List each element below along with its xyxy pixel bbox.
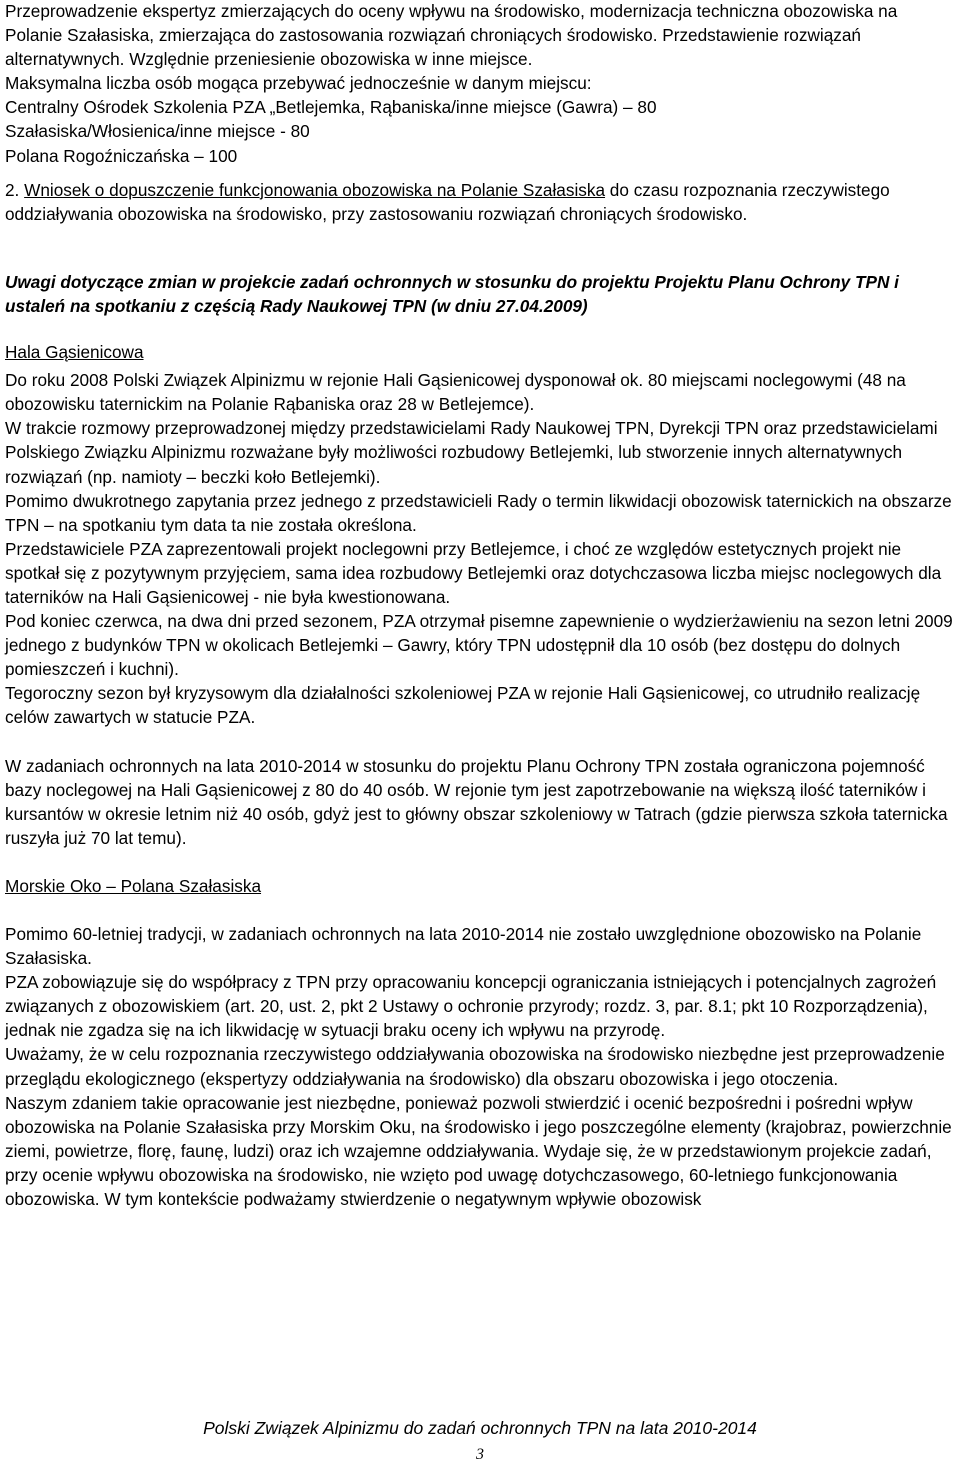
hala-paragraph: Pod koniec czerwca, na dwa dni przed sezonem, PZA otrzymał pisemne zapewnienie o wydzierżawieniu na sezon letni 2009 jednego z budynków TPN w okolicach Betlejemki – Gawry, który TPN udostępnił dla 10 osób (bez dostępu do dolnych pomieszczeń i kuchni). xyxy=(5,611,953,680)
morskie-paragraph: Pomimo 60-letniej tradycji, w zadaniach ochronnych na lata 2010-2014 nie zostało uwzględnione obozowisko na Polanie Szałasiska. xyxy=(5,924,922,969)
proposal-item-2 xyxy=(5,178,955,226)
hala-paragraph: W trakcie rozmowy przeprowadzonej między przedstawicielami Rady Naukowej TPN, Dyrekcji TPN oraz przedstawicielami Polskiego Związku Alpinizmu rozważane były możliwości rozbudowy Betlejemki, lub stworzenie innych alternatywnych rozwiązań (np. namioty – beczki koło Betlejemki). xyxy=(5,418,938,487)
capacity-item: Polana Rogoźniczańska – 100 xyxy=(5,145,238,166)
morskie-paragraph: Naszym zdaniem takie opracowanie jest niezbędne, ponieważ pozwoli stwierdzić i ocenić bezpośredni i pośredni wpływ obozowiska na Polanie Szałasiska przy Morskim Oku, na środowisko i jego poszczególne elementy (krajobraz, powierzchnie ziemi, powietrze, florę, faunę, ludzi) oraz ich wzajemne oddziaływania. Wydaje się, że w przedstawionym projekcie zadań, przy ocenie wpływu obozowiska na środowisko, nie wzięto pod uwagę dotychczasowego, 60-letniego funkcjonowania obozowiska. W tym kontekście podważamy stwierdzenie o negatywnym wpływie obozowisk xyxy=(5,1092,952,1210)
capacity-item: Centralny Ośrodek Szkolenia PZA „Betlejemka, Rąbaniska/inne miejsce (Gawra) – 80 xyxy=(5,97,657,118)
section-title-hala: Hala Gąsienicowa xyxy=(5,342,144,363)
hala-paragraph: Do roku 2008 Polski Związek Alpinizmu w rejonie Hali Gąsienicowej dysponował ok. 80 miejscami noclegowymi (48 na obozowisku taternickim na Polanie Rąbaniska oraz 28 w Betlejemce). xyxy=(5,370,906,415)
hala-paragraph: Przedstawiciele PZA zaprezentowali projekt noclegowni przy Betlejemce, i choć ze względów estetycznych projekt nie spotkał się z pozytywnym przyjęciem, sama idea rozbudowy Betlejemki oraz dotychczasowa liczba miejsc noclegowych dla taterników na Hali Gąsienicowej - nie była kwestionowana. xyxy=(5,538,942,607)
document-body xyxy=(5,0,955,1211)
morskie-paragraph: Uważamy, że w celu rozpoznania rzeczywistego oddziaływania obozowiska na środowisko niezbędne jest przeprowadzenie przeglądu ekologicznego (ekspertyzy oddziaływania na środowisko) dla obszaru obozowiska i jego otoczenia. xyxy=(5,1044,945,1089)
page-number: 3 xyxy=(476,1446,484,1463)
hala-paragraph: Pomimo dwukrotnego zapytania przez jednego z przedstawicieli Rady o termin likwidacji obozowisk taternickich na obszarze TPN – na spotkaniu tym data ta nie została określona. xyxy=(5,490,952,535)
remarks-heading: Uwagi dotyczące zmian w projekcie zadań ochronnych w stosunku do projektu Projektu Planu Ochrony TPN i ustaleń na spotkaniu z częścią Rady Naukowej TPN (w dniu 27.04.2009) xyxy=(5,271,899,316)
item-number: 2. xyxy=(5,179,20,200)
capacity-item: Szałasiska/Włosienica/inne miejsce - 80 xyxy=(5,121,310,142)
intro-paragraph: Przeprowadzenie ekspertyz zmierzających do oceny wpływu na środowisko, modernizacja techniczna obozowiska na Polanie Szałasiska, zmierzająca do zastosowania rozwiązań chroniących środowisko. Przedstawienie rozwiązań alternatywnych. Względnie przeniesienie obozowiska w inne miejsce. xyxy=(5,1,898,70)
page-footer: Polski Związek Alpinizmu do zadań ochronnych TPN na lata 2010-2014 xyxy=(203,1418,757,1438)
proposal-rest: do czasu rozpoznania rzeczywistego oddziaływania obozowiska na środowisko, przy zastosowaniu rozwiązań chroniących środowisko. xyxy=(5,179,890,224)
hala-closing-paragraph: W zadaniach ochronnych na lata 2010-2014 w stosunku do projektu Planu Ochrony TPN została ograniczona pojemność bazy noclegowej na Hali Gąsienicowej z 80 do 40 osób. W rejonie tym jest zapotrzebowanie na większą ilość taterników i kursantów w okresie letnim niż 40 osób, gdyż jest to główny obszar szkoleniowy w Tatrach (gdzie pierwsza szkoła taternicka ruszyła już 70 lat temu). xyxy=(5,755,948,848)
proposal-underlined: Wniosek o dopuszczenie funkcjonowania obozowiska na Polanie Szałasiska xyxy=(24,179,606,200)
capacity-title: Maksymalna liczba osób mogąca przebywać jednocześnie w danym miejscu: xyxy=(5,73,592,94)
hala-paragraph: Tegoroczny sezon był kryzysowym dla działalności szkoleniowej PZA w rejonie Hali Gąsienicowej, co utrudniło realizację celów zawartych w statucie PZA. xyxy=(5,683,921,728)
morskie-paragraph: PZA zobowiązuje się do współpracy z TPN przy opracowaniu koncepcji ograniczania istniejących i potencjalnych zagrożeń związanych z obozowiskiem (art. 20, ust. 2, pkt 2 Ustawy o ochronie przyrody; rozdz. 3, par. 8.1; pkt 10 Rozporządzenia), jednak nie zgadza się na ich likwidację w sytuacji braku oceny ich wpływu na przyrodę. xyxy=(5,972,937,1041)
section-title-morskie: Morskie Oko – Polana Szałasiska xyxy=(5,875,262,896)
